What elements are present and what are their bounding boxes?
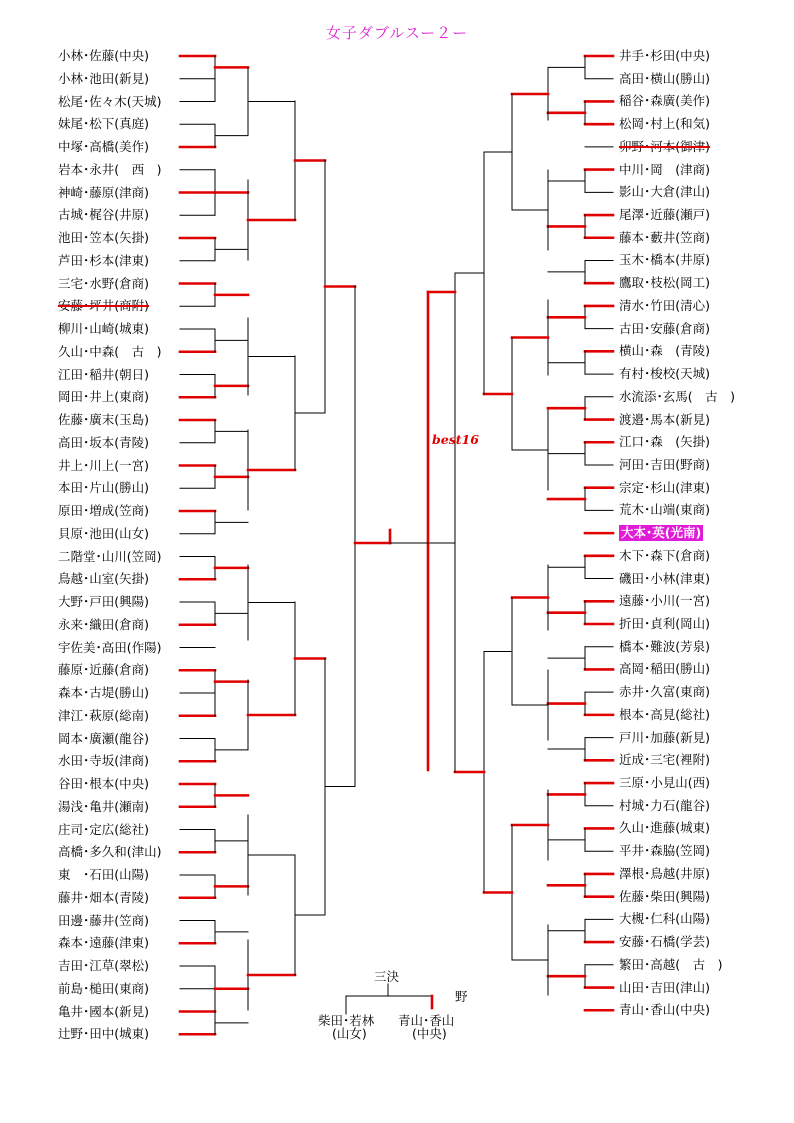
team-entry: 永来･織田(倉商) (58, 616, 150, 632)
third-place-right-team: 青山･香山 (398, 1013, 455, 1028)
team-entry: 亀井･國本(新見) (58, 1003, 150, 1019)
team-entry: 尾澤･近藤(瀬戸) (619, 207, 711, 223)
team-entry: 久山･進藤(城東) (619, 820, 711, 836)
team-entry: 繁田･高越( 古 ) (619, 956, 723, 972)
team-entry: 水田･寺坂(津商) (58, 753, 150, 769)
team-entry: 宗定･杉山(津東) (619, 479, 711, 495)
third-place-left-team: 柴田･若林 (318, 1013, 375, 1028)
team-entry: 安藤･坪井(商附) (58, 298, 150, 314)
team-entry: 玉木･橋本(井原) (619, 252, 711, 268)
team-entry: 澤根･鳥越(井原) (619, 865, 711, 881)
team-entry: 高橋･多久和(津山) (58, 844, 162, 860)
team-entry: 大本･英(光南) (621, 525, 702, 541)
team-entry: 柳川･山崎(城東) (58, 321, 150, 336)
team-entry: 東 ･石田(山陽) (58, 867, 150, 882)
third-place-right-school: (中央) (412, 1026, 447, 1041)
team-entry: 田邊･藤井(笠商) (58, 912, 150, 928)
team-entry: 妹尾･松下(真庭) (58, 116, 150, 132)
team-entry: 岩本･永井( 西 ) (58, 161, 162, 177)
team-entry: 荒木･山端(東商) (619, 502, 711, 518)
best16-label: best16 (432, 432, 479, 447)
team-entry: 小林･池田(新見) (58, 70, 150, 86)
team-entry: 三原･小見山(西) (619, 775, 711, 791)
team-entry: 吉田･江草(翠松) (58, 958, 150, 973)
team-entry: 高岡･稲田(勝山) (619, 661, 711, 677)
team-entry: 芦田･杉本(津東) (58, 252, 150, 268)
team-entry: 池田･笠本(矢掛) (58, 230, 150, 245)
third-place-note: 野 (455, 989, 468, 1004)
team-entry: 磯田･小林(津東) (619, 570, 711, 586)
team-entry: 高田･横山(勝山) (619, 70, 711, 86)
team-entry: 大槻･仁科(山陽) (619, 911, 711, 927)
team-entry: 中川･岡 (津商) (619, 161, 711, 177)
team-entry: 森本･遠藤(津東) (58, 935, 150, 951)
team-entry: 貝原･池田(山女) (58, 525, 150, 541)
team-entry: 宇佐美･高田(作陽) (58, 639, 162, 655)
team-entry: 前島･槌田(東商) (58, 980, 150, 996)
team-entry: 江田･稲井(朝日) (58, 366, 150, 382)
team-entry: 渡邉･馬本(新見) (619, 411, 711, 427)
team-entry: 岡田･井上(東商) (58, 389, 150, 405)
team-entry: 久山･中森( 古 ) (58, 343, 162, 359)
team-entry: 藤井･畑本(青陵) (58, 889, 150, 905)
team-entry: 二階堂･山川(笠岡) (58, 548, 162, 564)
team-entry: 佐藤･柴田(興陽) (619, 888, 711, 904)
team-entry: 森本･古堤(勝山) (58, 685, 150, 700)
team-entry: 水流添･玄馬( 古 ) (619, 388, 736, 404)
team-entry: 木下･森下(倉商) (619, 547, 711, 563)
team-entry: 津江･萩原(総南) (58, 707, 150, 723)
team-entry: 橋本･難波(芳泉) (619, 638, 711, 654)
team-entry: 清水･竹田(清心) (619, 297, 711, 313)
team-entry: 小林･佐藤(中央) (58, 48, 150, 63)
team-entry: 折田･貞利(岡山) (619, 616, 711, 631)
team-entry: 藤本･藪井(笠商) (619, 229, 711, 245)
team-entry: 山田･吉田(津山) (619, 979, 711, 995)
team-entry: 卯野･河本(御津) (619, 138, 711, 154)
team-entry: 松岡･村上(和気) (619, 116, 711, 132)
team-entry: 鳥越･山室(矢掛) (58, 571, 150, 587)
team-entry: 赤井･久富(東商) (619, 684, 711, 700)
team-entry: 横山･森 (青陵) (619, 343, 711, 359)
team-entry: 影山･大倉(津山) (619, 184, 711, 200)
team-entry: 遠藤･小川(一宮) (619, 593, 711, 609)
team-entry: 松尾･佐々木(天城) (58, 93, 162, 109)
team-entry: 鷹取･枝松(岡工) (619, 275, 711, 291)
team-entry: 中塚･高橋(美作) (58, 139, 150, 154)
team-entry: 有村･梭校(天城) (619, 366, 711, 382)
team-entry: 青山･香山(中央) (619, 1002, 711, 1018)
team-entry: 戸川･加藤(新見) (619, 729, 711, 745)
team-entry: 井上･川上(一宮) (58, 457, 150, 473)
team-entry: 庄司･定広(総社) (58, 821, 150, 837)
team-entry: 江口･森 (矢掛) (619, 434, 711, 450)
team-entry: 辻野･田中(城東) (58, 1026, 150, 1042)
bracket-title: 女子ダブルスー２ー (325, 24, 469, 42)
team-entry: 本田･片山(勝山) (58, 480, 150, 496)
team-entry: 湯浅･亀井(瀬南) (58, 798, 150, 814)
team-entry: 安藤･石橋(学芸) (619, 934, 711, 950)
third-place-label: 三決 (374, 969, 400, 984)
team-entry: 佐藤･廣末(玉島) (58, 412, 150, 427)
team-entry: 古城･梶谷(井原) (58, 207, 150, 223)
team-entry: 神崎･藤原(津商) (58, 184, 150, 200)
team-entry: 大野･戸田(興陽) (58, 594, 150, 609)
team-entry: 古田･安藤(倉商) (619, 320, 711, 336)
team-entry: 近成･三宅(裡附) (619, 752, 711, 768)
team-entry: 岡本･廣瀬(龍谷) (58, 730, 150, 746)
team-entry: 原田･増成(笠商) (58, 503, 150, 518)
team-entry: 谷田･根本(中央) (58, 776, 150, 791)
team-entry: 井手･杉田(中央) (619, 48, 711, 63)
team-entry: 河田･吉田(野商) (619, 456, 711, 472)
team-entry: 藤原･近藤(倉商) (58, 662, 150, 678)
team-entry: 根本･高見(総社) (619, 706, 711, 722)
team-entry: 三宅･水野(倉商) (58, 275, 150, 291)
team-entry: 稲谷･森廣(美作) (619, 93, 711, 109)
team-entry: 高田･坂本(青陵) (58, 434, 150, 450)
third-place-left-school: (山女) (332, 1026, 367, 1041)
team-entry: 村城･力石(龍谷) (619, 797, 711, 813)
team-entry: 平井･森脇(笠岡) (619, 843, 711, 859)
